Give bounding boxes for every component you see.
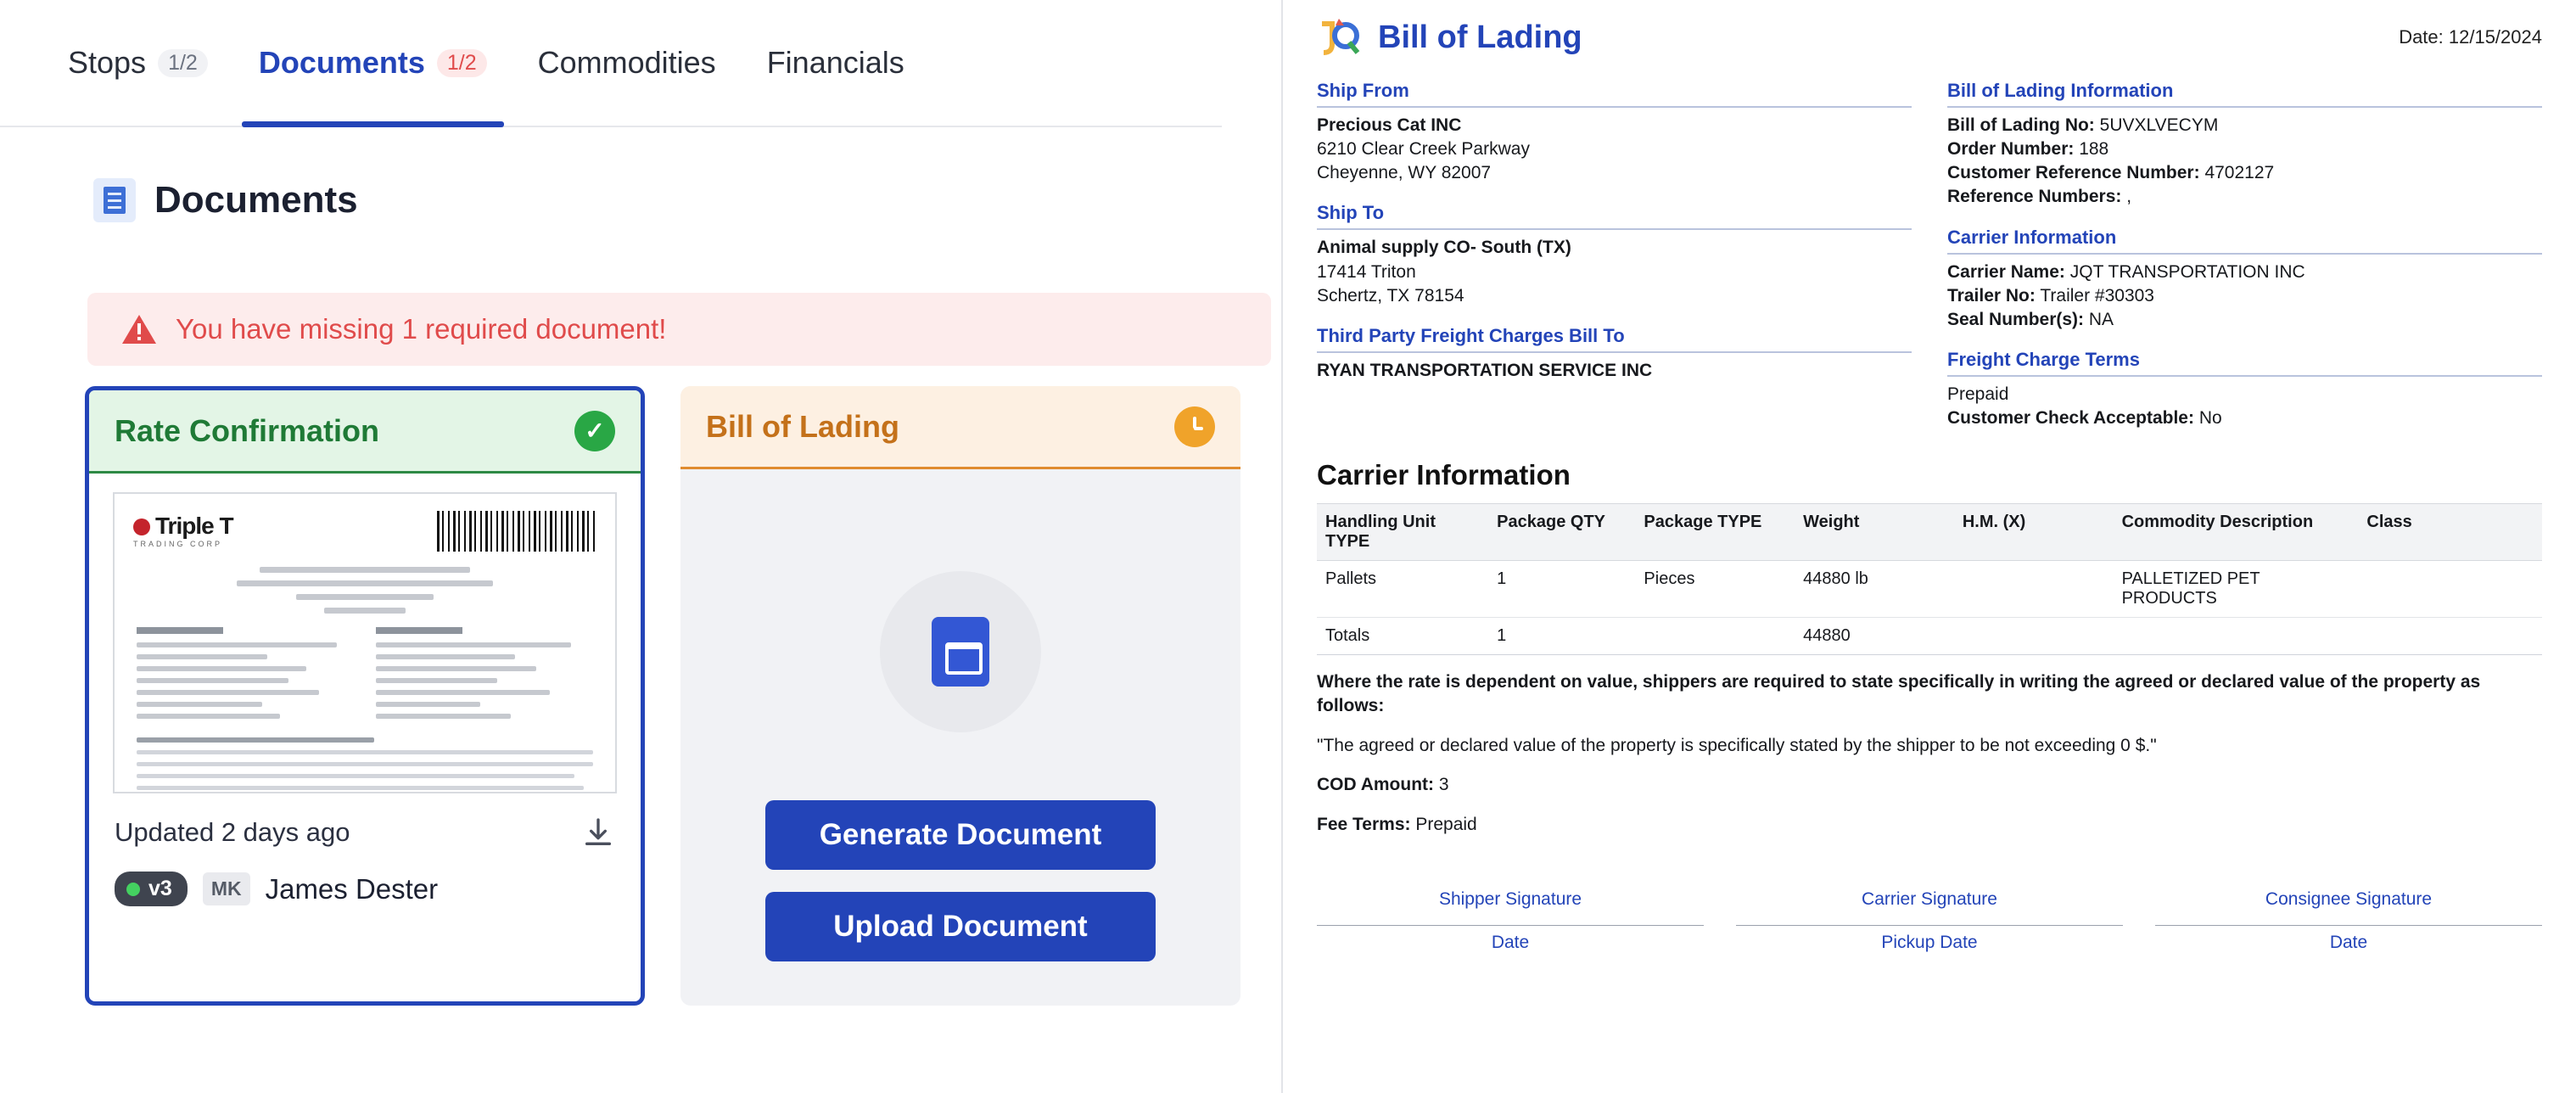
table-row — [1317, 561, 2542, 618]
cell-handling-unit-type: Pallets — [1317, 561, 1488, 618]
carrier-name-label: Carrier Name: — [1947, 261, 2065, 282]
cell-commodity-description: PALLETIZED PET PRODUCTS — [2114, 561, 2359, 618]
alert-message: You have missing 1 required document! — [176, 313, 667, 345]
cell-package-qty: 1 — [1488, 561, 1635, 618]
bol-document-title: Bill of Lading — [1378, 19, 1582, 55]
ship-from-name: Precious Cat INC — [1317, 115, 1462, 135]
rate-value-note: Where the rate is dependent on value, shippers are required to state specifically in writing the agreed or declared value of the property as follows: — [1317, 672, 2481, 716]
shipper-signature-label: Shipper Signature — [1317, 884, 1704, 926]
download-icon[interactable] — [581, 816, 615, 849]
ship-to-title: Ship To — [1317, 202, 1912, 230]
totals-qty: 1 — [1488, 618, 1635, 655]
col-hm: H.M. (X) — [1954, 504, 2114, 561]
avatar: MK — [203, 872, 250, 905]
shipper-date-label: Date — [1491, 932, 1530, 952]
col-handling-unit-type: Handling Unit TYPE — [1317, 504, 1488, 561]
customer-check-label: Customer Check Acceptable: — [1947, 408, 2194, 428]
ship-from-address2: Cheyenne, WY 82007 — [1317, 163, 1492, 183]
customer-ref-value: 4702127 — [2204, 163, 2275, 183]
missing-document-alert — [87, 293, 1271, 366]
document-thumbnail[interactable] — [113, 492, 617, 793]
tabbar — [0, 0, 1222, 127]
check-circle-icon: ✓ — [574, 411, 615, 451]
shipper-signature-block[interactable] — [1317, 884, 1704, 953]
ship-from-title: Ship From — [1317, 80, 1912, 108]
declared-value-note: "The agreed or declared value of the property is specifically stated by the shipper to be not exceeding 0 $." — [1317, 735, 2157, 755]
carrier-pickup-date-label: Pickup Date — [1881, 932, 1978, 952]
bol-info-columns — [1317, 80, 2542, 430]
generate-document-button[interactable]: Generate Document — [765, 800, 1156, 870]
load-details-panel — [0, 0, 1281, 1093]
empty-state-placeholder — [880, 571, 1041, 732]
cell-weight: 44880 lb — [1795, 561, 1954, 618]
document-cards — [85, 386, 1240, 1006]
order-number-label: Order Number: — [1947, 139, 2075, 160]
clock-icon — [1174, 406, 1215, 447]
bol-no-label: Bill of Lading No: — [1947, 115, 2095, 135]
consignee-signature-label: Consignee Signature — [2155, 884, 2542, 926]
thumbnail-text-lines — [115, 567, 615, 793]
totals-weight: 44880 — [1795, 618, 1954, 655]
thumbnail-logo-sub: TRADING CORP — [133, 540, 223, 548]
tab-commodities-label: Commodities — [537, 45, 716, 80]
col-weight: Weight — [1795, 504, 1954, 561]
third-party-title: Third Party Freight Charges Bill To — [1317, 325, 1912, 353]
totals-hm — [1954, 618, 2114, 655]
thumbnail-logo-text: Triple T — [155, 513, 233, 539]
rate-confirmation-card[interactable] — [85, 386, 645, 1006]
consignee-signature-block[interactable] — [2155, 884, 2542, 953]
version-badge — [115, 872, 188, 906]
order-number-value: 188 — [2079, 139, 2109, 160]
bol-info-title: Bill of Lading Information — [1947, 80, 2542, 108]
cell-class — [2358, 561, 2542, 618]
ship-to-address1: 17414 Triton — [1317, 261, 1416, 282]
version-label: v3 — [148, 877, 172, 900]
customer-ref-label: Customer Reference Number: — [1947, 163, 2200, 183]
totals-package-type — [1635, 618, 1795, 655]
file-icon — [932, 617, 989, 687]
third-party-name: RYAN TRANSPORTATION SERVICE INC — [1317, 360, 1653, 380]
tab-documents-label: Documents — [258, 45, 425, 80]
carrier-info-title: Carrier Information — [1947, 227, 2542, 255]
seal-label: Seal Number(s): — [1947, 309, 2085, 329]
consignee-date-label: Date — [2329, 932, 2368, 952]
fee-terms-value: Prepaid — [1415, 814, 1477, 834]
carrier-information-table — [1317, 503, 2542, 655]
carrier-name-value: JQT TRANSPORTATION INC — [2069, 261, 2305, 282]
carrier-signature-label: Carrier Signature — [1736, 884, 2123, 926]
cod-label: COD Amount: — [1317, 775, 1435, 795]
table-totals-row — [1317, 618, 2542, 655]
jq-logo-icon — [1317, 15, 1366, 59]
tab-financials-label: Financials — [766, 45, 904, 80]
bol-document-header — [1317, 15, 2542, 59]
tab-stops-badge: 1/2 — [158, 49, 208, 77]
updated-timestamp: Updated 2 days ago — [115, 817, 350, 847]
signature-row — [1317, 884, 2542, 953]
status-dot-icon — [126, 883, 140, 896]
document-icon — [93, 178, 136, 222]
ship-to-name: Animal supply CO- South (TX) — [1317, 238, 1571, 258]
totals-label: Totals — [1317, 618, 1488, 655]
tab-financials[interactable] — [742, 0, 930, 126]
ship-to-address2: Schertz, TX 78154 — [1317, 285, 1464, 305]
tab-stops-label: Stops — [68, 45, 147, 80]
trailer-value: Trailer #30303 — [2040, 285, 2154, 305]
barcode-icon — [437, 511, 598, 552]
tab-documents[interactable] — [233, 0, 512, 126]
ship-from-address1: 6210 Clear Creek Parkway — [1317, 139, 1530, 160]
col-package-qty: Package QTY — [1488, 504, 1635, 561]
table-header-row — [1317, 504, 2542, 561]
thumbnail-logo — [133, 513, 233, 548]
bol-left-column — [1317, 80, 1912, 430]
warning-icon — [121, 313, 157, 345]
col-commodity-description: Commodity Description — [2114, 504, 2359, 561]
customer-check-value: No — [2198, 408, 2222, 428]
reference-numbers-label: Reference Numbers: — [1947, 187, 2122, 207]
carrier-information-heading: Carrier Information — [1317, 459, 1571, 491]
cell-package-type: Pieces — [1635, 561, 1795, 618]
freight-terms-value: Prepaid — [1947, 384, 2009, 404]
col-package-type: Package TYPE — [1635, 504, 1795, 561]
col-class: Class — [2358, 504, 2542, 561]
bol-no-value: 5UVXLVECYM — [2099, 115, 2219, 135]
freight-terms-title: Freight Charge Terms — [1947, 349, 2542, 377]
rate-confirmation-title: Rate Confirmation — [115, 412, 380, 448]
tab-commodities[interactable] — [512, 0, 742, 126]
bill-of-lading-body — [680, 469, 1240, 1006]
rate-confirmation-footer — [89, 793, 641, 906]
bill-of-lading-header — [680, 386, 1240, 469]
seal-value: NA — [2088, 309, 2114, 329]
trailer-label: Trailer No: — [1947, 285, 2036, 305]
cod-value: 3 — [1438, 775, 1449, 795]
page-title: Documents — [154, 179, 358, 221]
bol-right-column — [1947, 80, 2542, 430]
tab-stops[interactable] — [42, 0, 233, 126]
tab-documents-badge: 1/2 — [437, 49, 487, 77]
documents-heading — [93, 178, 358, 222]
bol-document-preview — [1281, 0, 2576, 1093]
upload-document-button[interactable]: Upload Document — [765, 892, 1156, 961]
bol-date: Date: 12/15/2024 — [2399, 26, 2542, 48]
reference-numbers-value: , — [2126, 187, 2132, 207]
rate-confirmation-header — [89, 390, 641, 474]
uploader-name: James Dester — [265, 872, 439, 905]
cell-hm — [1954, 561, 2114, 618]
bill-of-lading-title: Bill of Lading — [706, 408, 899, 444]
bill-of-lading-card[interactable] — [680, 386, 1240, 1006]
carrier-signature-block[interactable] — [1736, 884, 2123, 953]
totals-commodity — [2114, 618, 2359, 655]
fee-terms-label: Fee Terms: — [1317, 814, 1411, 834]
totals-class — [2358, 618, 2542, 655]
